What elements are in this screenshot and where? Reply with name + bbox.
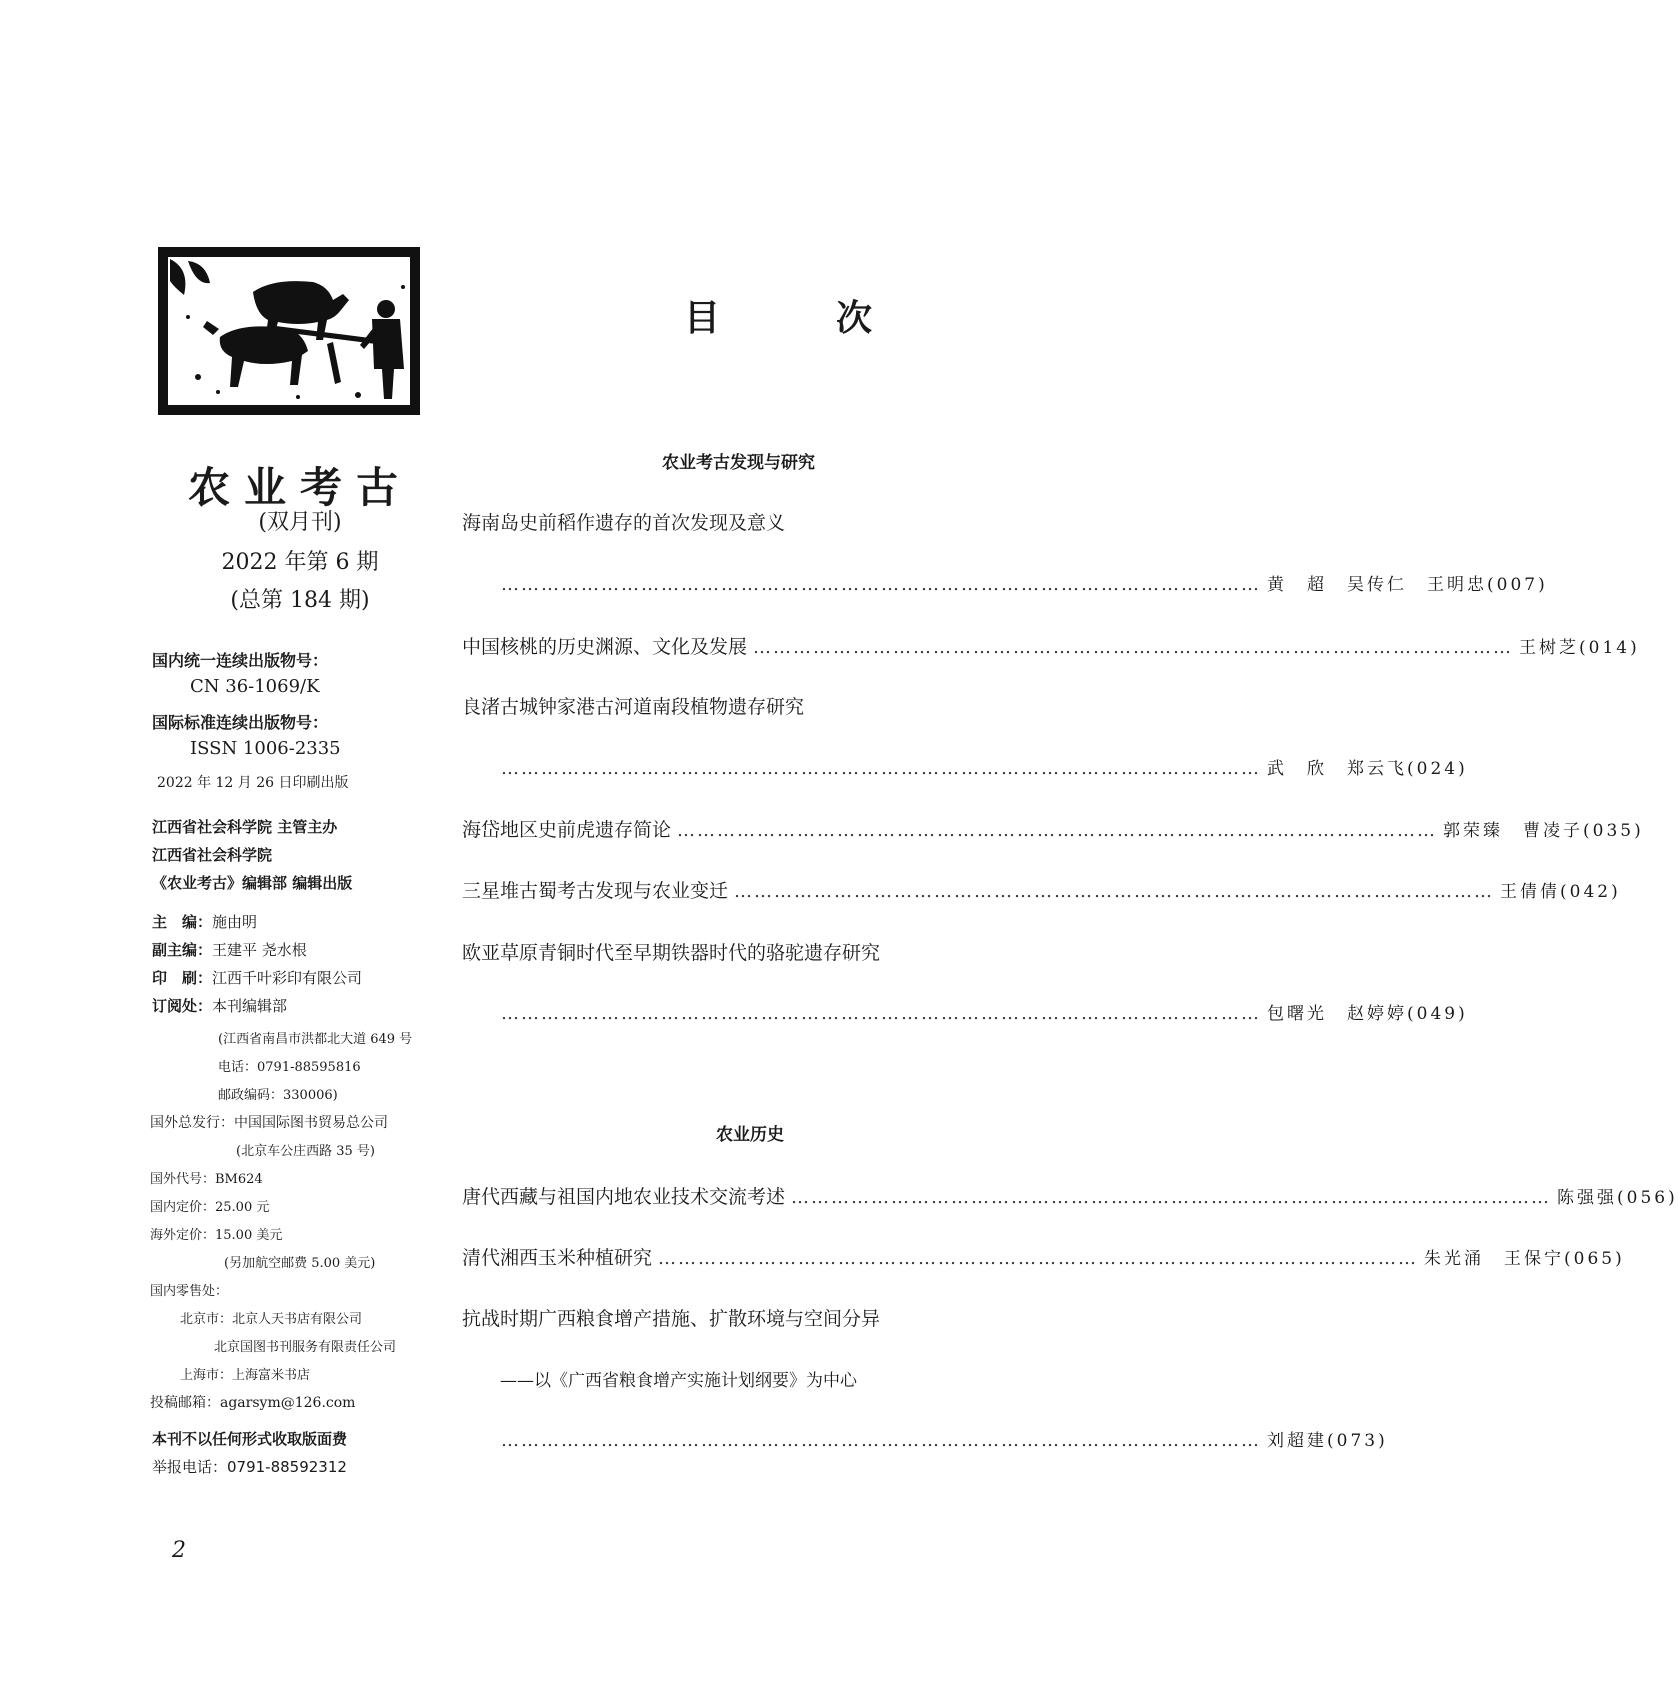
submission-email[interactable]: 投稿邮箱：agarsym@126.com	[150, 1395, 356, 1411]
toc-entry[interactable]: 唐代西藏与祖国内地农业技术交流考述 …………………………………………………………………………………………………… 陈强强(056)	[462, 1182, 1055, 1209]
print-date: 2022 年 12 月 26 日印刷出版	[157, 775, 349, 791]
cn-value: CN 36-1069/K	[190, 676, 320, 697]
deputy-editors: 副主编：王建平 尧水根	[152, 941, 307, 959]
toc-entry[interactable]: 三星堆古蜀考古发现与农业变迁 …………………………………………………………………………………………………… 王倩倩(042)	[462, 876, 1055, 903]
fee-notice: 本刊不以任何形式收取版面费	[152, 1430, 348, 1448]
domestic-price: 国内定价：25.00 元	[150, 1200, 270, 1215]
toc-entry-title: 海岱地区史前虎遗存简论	[462, 819, 672, 841]
cn-label: 国内统一连续出版物号：	[152, 651, 329, 670]
airmail-fee: (另加航空邮费 5.00 美元)	[224, 1256, 376, 1271]
toc-entry-leader: …………………………………………………………………………………………………… 包曙光 赵婷婷(049)	[495, 999, 1055, 1024]
subscription: 订阅处：本刊编辑部	[152, 997, 288, 1015]
toc-entry-title: 三星堆古蜀考古发现与农业变迁	[462, 880, 729, 902]
toc-entry-author: 郭荣臻 曹凌子(035)	[1443, 821, 1644, 841]
toc-entry-author: 朱光涌 王保宁(065)	[1424, 1249, 1625, 1269]
chief-editor: 主 编：施由明	[152, 913, 258, 931]
overseas-code: 国外代号：BM624	[150, 1172, 263, 1187]
retail-beijing-1: 北京市：北京人天书店有限公司	[180, 1312, 363, 1327]
toc-entry-title: 唐代西藏与祖国内地农业技术交流考述	[462, 1186, 786, 1208]
retail-beijing-2: 北京国图书刊服务有限责任公司	[214, 1340, 397, 1355]
toc-entry-leader: …………………………………………………………………………………………………… 刘超建(073)	[495, 1426, 1055, 1451]
toc-entry-title: 清代湘西玉米种植研究	[462, 1247, 653, 1269]
issn-value: ISSN 1006-2335	[190, 738, 341, 759]
section-heading-archaeology: 农业考古发现与研究	[662, 453, 815, 473]
page-number: 2	[172, 1538, 186, 1563]
address: (江西省南昌市洪都北大道 649 号	[218, 1032, 413, 1047]
printer: 印 刷：江西千叶彩印有限公司	[152, 969, 363, 987]
toc-entry[interactable]: 清代湘西玉米种植研究 …………………………………………………………………………………………………… 朱光涌 王保宁(065)	[462, 1243, 1055, 1270]
journal-logo-woodcut	[158, 247, 420, 415]
toc-entry-title[interactable]: 抗战时期广西粮食增产措施、扩散环境与空间分异	[462, 1308, 881, 1330]
retail-shanghai: 上海市：上海富米书店	[180, 1368, 311, 1383]
toc-entry-author: 包曙光 赵婷婷(049)	[1267, 1004, 1468, 1024]
toc-entry-title[interactable]: 欧亚草原青铜时代至早期铁器时代的骆驼遗存研究	[462, 942, 881, 964]
toc-heading: 目 次	[684, 298, 913, 339]
frequency: (双月刊)	[258, 510, 342, 535]
retail-label: 国内零售处：	[150, 1284, 229, 1299]
phone: 电话：0791-88595816	[218, 1060, 361, 1075]
toc-entry-subtitle: ——以《广西省粮食增产实施计划纲要》为中心	[500, 1371, 857, 1391]
sponsor-line-1: 江西省社会科学院 主管主办	[152, 818, 338, 836]
overseas-distributor: 国外总发行：中国国际图书贸易总公司	[150, 1115, 388, 1131]
report-phone: 举报电话：0791-88592312	[152, 1458, 347, 1476]
toc-entry-title[interactable]: 海南岛史前稻作遗存的首次发现及意义	[462, 512, 786, 534]
magazine-title: 农业考古	[187, 463, 412, 512]
toc-entry-title: 中国核桃的历史渊源、文化及发展	[462, 636, 748, 658]
sponsor-line-2: 江西省社会科学院	[152, 846, 273, 864]
issn-label: 国际标准连续出版物号：	[152, 713, 329, 732]
toc-entry[interactable]: 中国核桃的历史渊源、文化及发展 …………………………………………………………………………………………………… 王树芝(014)	[462, 632, 1055, 659]
toc-entry[interactable]: 海岱地区史前虎遗存简论 …………………………………………………………………………………………………… 郭荣臻 曹凌子(035)	[462, 815, 1055, 842]
section-heading-history: 农业历史	[716, 1125, 784, 1145]
total-issue: (总第 184 期)	[230, 588, 370, 613]
toc-entry-author: 王树芝(014)	[1519, 638, 1640, 658]
overseas-price: 海外定价：15.00 美元	[150, 1228, 283, 1243]
toc-entry-author: 王倩倩(042)	[1500, 882, 1621, 902]
sponsor-line-3: 《农业考古》编辑部 编辑出版	[152, 874, 353, 892]
toc-entry-author: 黄 超 吴传仁 王明忠(007)	[1267, 575, 1548, 595]
toc-entry-author: 陈强强(056)	[1557, 1188, 1678, 1208]
issue-number: 2022 年第 6 期	[221, 550, 379, 575]
toc-entry-leader: …………………………………………………………………………………………………… 黄 超 吴传仁 王明忠(007)	[495, 570, 1055, 595]
toc-entry-title[interactable]: 良渚古城钟家港古河道南段植物遗存研究	[462, 696, 805, 718]
credits-block	[152, 908, 362, 1020]
toc-entry-author: 刘超建(073)	[1267, 1431, 1388, 1451]
toc-entry-leader: …………………………………………………………………………………………………… 武 欣 郑云飞(024)	[495, 754, 1055, 779]
postcode: 邮政编码：330006)	[218, 1088, 338, 1103]
overseas-address: (北京车公庄西路 35 号)	[236, 1144, 375, 1159]
toc-entry-author: 武 欣 郑云飞(024)	[1267, 759, 1468, 779]
